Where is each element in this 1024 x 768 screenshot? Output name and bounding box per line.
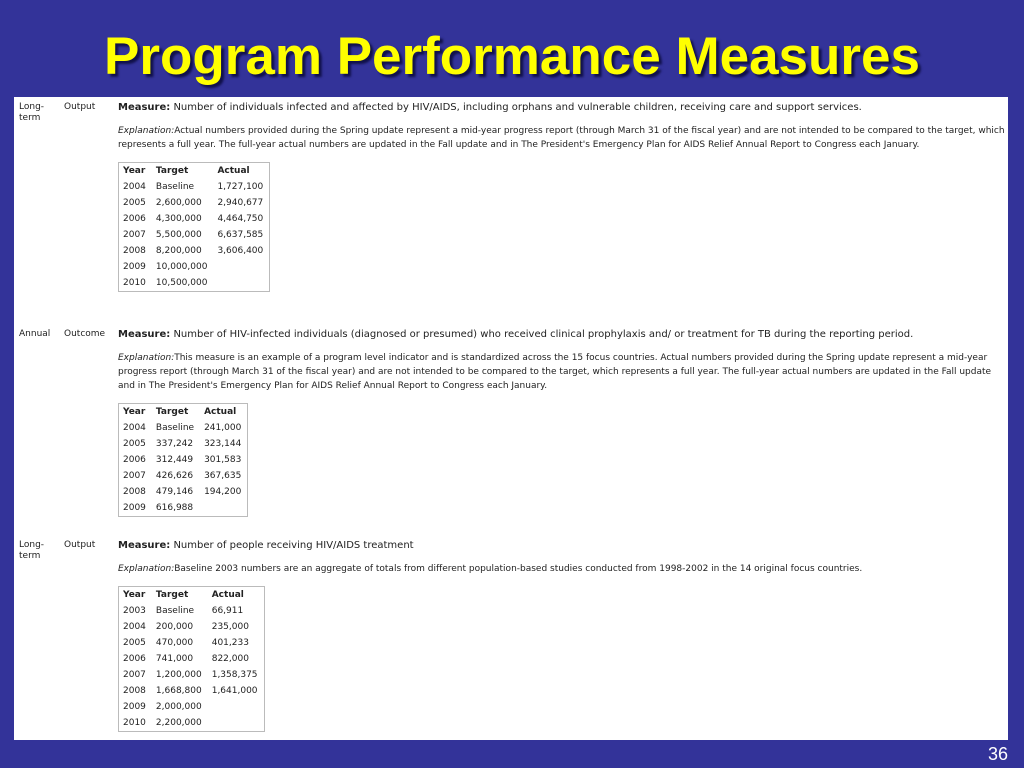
results-table xyxy=(118,162,270,292)
type-label: Outcome xyxy=(64,329,106,339)
table-cell: 2006 xyxy=(123,455,146,465)
explanation xyxy=(118,124,1008,152)
table-cell: 66,911 xyxy=(211,606,244,616)
table-cell: 1,727,100 xyxy=(217,182,264,192)
table-cell: 1,668,800 xyxy=(155,686,202,696)
table-cell xyxy=(208,715,264,731)
measure-text: Number of people receiving HIV/AIDS treatment xyxy=(170,540,414,551)
table-cell: 741,000 xyxy=(155,654,194,664)
table-cell: Baseline xyxy=(155,182,195,192)
table-row xyxy=(119,683,264,699)
table-header-row xyxy=(119,163,269,179)
table-cell: 2004 xyxy=(123,423,146,433)
measure-content xyxy=(118,539,1008,732)
table-cell: 2005 xyxy=(123,439,146,449)
table-cell: 2,600,000 xyxy=(155,198,202,208)
table-cell: 2007 xyxy=(123,230,146,240)
table-cell: 1,358,375 xyxy=(211,670,258,680)
measure-label: Measure: xyxy=(118,540,171,551)
table-row xyxy=(119,484,247,500)
measure-description xyxy=(118,101,1008,115)
explanation-text: Baseline 2003 numbers are an aggregate of totals from different population-based studies conducted from 1998-2002 in the 14 original focus countries. xyxy=(174,564,863,574)
table-cell: 2007 xyxy=(123,471,146,481)
table-cell: 194,200 xyxy=(204,487,242,497)
explanation-text: Actual numbers provided during the Spring update represent a mid-year progress report (through March 31 of the fiscal year) and are not intended to be compared to the target, which represents a full year. The full-year actual numbers are updated in the Fall update and in The President's Emergency Plan for AIDS Relief Annual Report to Congress each January. xyxy=(118,126,1005,150)
table-row xyxy=(119,699,264,715)
table-cell: 2007 xyxy=(123,670,146,680)
table-row xyxy=(119,259,269,275)
table-row xyxy=(119,179,269,195)
table-cell xyxy=(213,259,269,275)
table-header-row xyxy=(119,587,264,603)
table-header-row xyxy=(119,404,247,420)
table-cell: Baseline xyxy=(155,606,195,616)
table-row xyxy=(119,195,269,211)
type-label: Output xyxy=(64,102,96,112)
table-cell: 3,606,400 xyxy=(217,246,264,256)
table-row xyxy=(119,420,247,436)
table-cell: 1,200,000 xyxy=(155,670,202,680)
term-label: Long-term xyxy=(19,540,45,561)
table-cell: 2008 xyxy=(123,487,146,497)
table-cell: 2004 xyxy=(123,622,146,632)
table-cell: 235,000 xyxy=(211,622,249,632)
table-cell: 10,000,000 xyxy=(155,262,208,272)
column-header: Actual xyxy=(217,166,250,176)
table-cell: 2008 xyxy=(123,686,146,696)
measure-content xyxy=(118,328,1008,517)
table-cell: 5,500,000 xyxy=(155,230,202,240)
table-cell: 8,200,000 xyxy=(155,246,202,256)
table-cell: 2009 xyxy=(123,503,146,513)
measures-panel xyxy=(14,97,1008,740)
column-header: Target xyxy=(155,166,189,176)
column-header: Target xyxy=(155,590,189,600)
column-header: Year xyxy=(123,166,146,176)
table-cell: 4,300,000 xyxy=(155,214,202,224)
table-cell: 323,144 xyxy=(204,439,242,449)
table-row xyxy=(119,651,264,667)
type-label: Output xyxy=(64,540,96,550)
table-row xyxy=(119,635,264,651)
table-cell: 6,637,585 xyxy=(217,230,264,240)
table-cell: 2003 xyxy=(123,606,146,616)
table-cell xyxy=(200,500,247,516)
table-cell: 2010 xyxy=(123,278,146,288)
column-header: Target xyxy=(155,407,189,417)
explanation xyxy=(118,562,1008,576)
table-cell: 2004 xyxy=(123,182,146,192)
table-row xyxy=(119,468,247,484)
measure-text: Number of individuals infected and affected by HIV/AIDS, including orphans and vulnerable children, receiving care and support services. xyxy=(170,102,862,113)
table-cell: 616,988 xyxy=(155,503,194,513)
explanation-text: This measure is an example of a program level indicator and is standardized across the 15 focus countries. Actual numbers provided during the Spring update represent a mid-year progress report (through March 31 of the fiscal year) and are not intended to be compared to the target, which represents a full year. The full-year actual numbers are updated in the Fall update and in The President's Emergency Plan for AIDS Relief Annual Report to Congress each January. xyxy=(118,353,992,391)
table-cell: 200,000 xyxy=(155,622,194,632)
table-cell: 2009 xyxy=(123,262,146,272)
table-cell: 2,940,677 xyxy=(217,198,264,208)
measure-content xyxy=(118,101,1008,292)
measure-label: Measure: xyxy=(118,329,171,340)
table-cell: 337,242 xyxy=(155,439,194,449)
table-row xyxy=(119,243,269,259)
measure-description xyxy=(118,539,1008,553)
slide-title: Program Performance Measures xyxy=(104,27,920,86)
results-table xyxy=(118,403,248,517)
table-row xyxy=(119,500,247,516)
table-cell: 2010 xyxy=(123,718,146,728)
column-header: Actual xyxy=(211,590,244,600)
explanation xyxy=(118,351,1008,393)
table-cell xyxy=(208,699,264,715)
term-label: Annual xyxy=(19,329,51,339)
column-header: Actual xyxy=(204,407,237,417)
table-cell: 241,000 xyxy=(204,423,242,433)
table-cell: 2005 xyxy=(123,198,146,208)
table-cell: 822,000 xyxy=(211,654,249,664)
measure-text: Number of HIV-infected individuals (diagnosed or presumed) who received clinical prophylaxis and/ or treatment for TB during the reporting period. xyxy=(170,329,914,340)
table-cell: 367,635 xyxy=(204,471,242,481)
column-header: Year xyxy=(123,407,146,417)
table-row xyxy=(119,619,264,635)
page-number: 36 xyxy=(987,744,1008,764)
table-row xyxy=(119,603,264,619)
table-row xyxy=(119,715,264,731)
table-cell: 2,200,000 xyxy=(155,718,202,728)
table-cell: 2008 xyxy=(123,246,146,256)
measure-description xyxy=(118,328,1008,342)
table-row xyxy=(119,227,269,243)
explanation-label: Explanation: xyxy=(118,126,175,136)
table-cell: 2006 xyxy=(123,654,146,664)
table-cell: 401,233 xyxy=(211,638,249,648)
table-cell: 4,464,750 xyxy=(217,214,264,224)
table-cell: 426,626 xyxy=(155,471,194,481)
table-row xyxy=(119,436,247,452)
table-cell: 301,583 xyxy=(204,455,242,465)
column-header: Year xyxy=(123,590,146,600)
term-label: Long-term xyxy=(19,102,45,123)
table-cell: 2006 xyxy=(123,214,146,224)
table-cell: 1,641,000 xyxy=(211,686,258,696)
table-cell: 10,500,000 xyxy=(155,278,208,288)
table-cell: 2009 xyxy=(123,702,146,712)
results-table xyxy=(118,586,265,732)
table-row xyxy=(119,275,269,291)
table-cell xyxy=(213,275,269,291)
explanation-label: Explanation: xyxy=(118,564,175,574)
measure-label: Measure: xyxy=(118,102,171,113)
table-cell: 2,000,000 xyxy=(155,702,202,712)
table-cell: 470,000 xyxy=(155,638,194,648)
table-row xyxy=(119,667,264,683)
table-cell: 312,449 xyxy=(155,455,194,465)
table-cell: 479,146 xyxy=(155,487,194,497)
table-cell: Baseline xyxy=(155,423,195,433)
table-cell: 2005 xyxy=(123,638,146,648)
explanation-label: Explanation: xyxy=(118,353,175,363)
table-row xyxy=(119,452,247,468)
table-row xyxy=(119,211,269,227)
